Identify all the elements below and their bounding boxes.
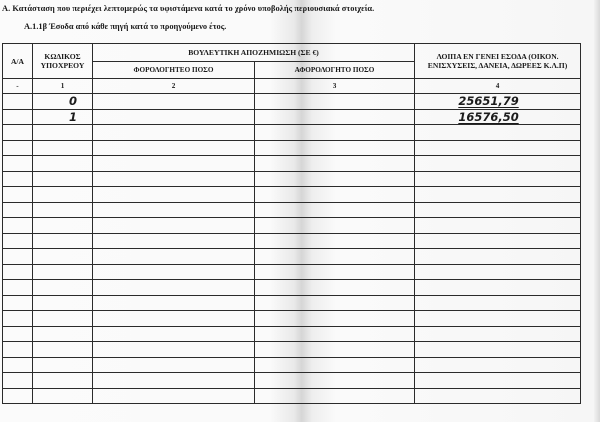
cell-aa [3,388,33,404]
cell-taxfree [255,109,415,125]
cell-other [415,202,581,218]
cell-other [415,249,581,265]
column-number: 4 [415,79,581,94]
cell-aa [3,264,33,280]
cell-code [33,357,93,373]
cell-other: 25651,79 [415,94,581,110]
cell-code [33,202,93,218]
cell-taxable [93,125,255,141]
cell-taxfree [255,140,415,156]
table-row [3,342,581,358]
table-row [3,357,581,373]
cell-code [33,295,93,311]
cell-taxfree [255,233,415,249]
cell-taxfree [255,311,415,327]
cell-code [33,264,93,280]
cell-other [415,264,581,280]
cell-taxfree [255,388,415,404]
cell-other [415,342,581,358]
cell-aa [3,156,33,172]
cell-taxable [93,280,255,296]
cell-aa [3,125,33,141]
cell-taxable [93,264,255,280]
cell-code [33,156,93,172]
cell-taxfree [255,295,415,311]
cell-aa [3,249,33,265]
table-row [3,311,581,327]
cell-aa [3,171,33,187]
cell-taxable [93,187,255,203]
cell-other [415,171,581,187]
cell-other [415,140,581,156]
cell-taxable [93,109,255,125]
cell-taxfree [255,156,415,172]
section-heading: Α. Κατάσταση που περιέχει λεπτομερώς τα υφιστάμενα κατά το χρόνο υποβολής περιουσιακά στοιχεία. [2,4,375,13]
cell-aa [3,140,33,156]
cell-taxable [93,94,255,110]
cell-taxfree [255,202,415,218]
table-row [3,94,581,110]
table-row [3,388,581,404]
cell-aa [3,295,33,311]
cell-code [33,280,93,296]
cell-taxfree [255,171,415,187]
cell-other: 16576,50 [415,109,581,125]
table-row [3,233,581,249]
cell-taxable [93,373,255,389]
cell-taxable [93,311,255,327]
cell-taxfree [255,249,415,265]
table-row [3,326,581,342]
cell-other [415,357,581,373]
header-compensation: ΒΟΥΛΕΥΤΙΚΗ ΑΠΟΖΗΜΙΩΣΗ (ΣΕ €) [93,44,415,62]
cell-other [415,156,581,172]
cell-other [415,311,581,327]
table-row [3,156,581,172]
cell-code [33,187,93,203]
cell-taxable [93,295,255,311]
cell-aa [3,373,33,389]
cell-code [33,125,93,141]
table-row [3,373,581,389]
cell-taxfree [255,187,415,203]
cell-aa [3,94,33,110]
cell-code [33,218,93,234]
column-number: 1 [33,79,93,94]
header-other-income: ΛΟΙΠΑ ΕΝ ΓΕΝΕΙ ΕΣΟΔΑ (ΟΙΚΟΝ. ΕΝΙΣΧΥΣΕΙΣ, ΔΑΝΕΙΑ, ΔΩΡΕΕΣ Κ.Λ.Π) [415,44,581,79]
cell-code [33,140,93,156]
table-row [3,109,581,125]
cell-aa [3,109,33,125]
cell-code [33,373,93,389]
cell-other [415,373,581,389]
cell-taxable [93,171,255,187]
table-row [3,295,581,311]
cell-taxfree [255,125,415,141]
table-row [3,171,581,187]
cell-taxfree [255,264,415,280]
cell-code [33,233,93,249]
header-taxfree: ΑΦΟΡΟΛΟΓΗΤΟ ΠΟΣΟ [255,62,415,79]
cell-taxable [93,233,255,249]
cell-taxfree [255,357,415,373]
table-row [3,249,581,265]
cell-other [415,187,581,203]
cell-aa [3,357,33,373]
cell-code [33,311,93,327]
column-number: 2 [93,79,255,94]
cell-taxfree [255,218,415,234]
cell-code [33,388,93,404]
cell-other [415,295,581,311]
cell-aa [3,342,33,358]
cell-aa [3,187,33,203]
cell-code [33,171,93,187]
cell-code [33,326,93,342]
column-number: - [3,79,33,94]
cell-taxable [93,218,255,234]
cell-other [415,233,581,249]
cell-code [33,249,93,265]
cell-aa [3,218,33,234]
header-aa: Α/Α [3,44,33,79]
cell-other [415,280,581,296]
table-row [3,125,581,141]
cell-code: 0 [33,94,93,110]
cell-other [415,125,581,141]
header-taxable: ΦΟΡΟΛΟΓΗΤΕΟ ΠΟΣΟ [93,62,255,79]
cell-aa [3,233,33,249]
cell-taxfree [255,326,415,342]
cell-code [33,342,93,358]
cell-taxable [93,388,255,404]
cell-other [415,218,581,234]
table-row [3,264,581,280]
table-row [3,218,581,234]
cell-taxfree [255,280,415,296]
cell-aa [3,326,33,342]
header-code: ΚΩΔΙΚΟΣ ΥΠΟΧΡΕΟΥ [33,44,93,79]
cell-taxfree [255,373,415,389]
cell-taxable [93,342,255,358]
table-row [3,202,581,218]
cell-taxable [93,202,255,218]
cell-taxable [93,249,255,265]
cell-taxable [93,156,255,172]
income-table [2,43,581,404]
cell-other [415,326,581,342]
page-edge-shadow [594,0,600,422]
cell-aa [3,311,33,327]
cell-taxable [93,357,255,373]
cell-taxfree [255,94,415,110]
table-row [3,140,581,156]
subsection-heading: Α.1.1β Έσοδα από κάθε πηγή κατά το προηγούμενο έτος. [24,22,227,31]
cell-code: 1 [33,109,93,125]
table-row [3,280,581,296]
cell-other [415,388,581,404]
cell-taxable [93,326,255,342]
cell-taxable [93,140,255,156]
cell-taxfree [255,342,415,358]
cell-aa [3,202,33,218]
table-row [3,187,581,203]
column-number: 3 [255,79,415,94]
cell-aa [3,280,33,296]
